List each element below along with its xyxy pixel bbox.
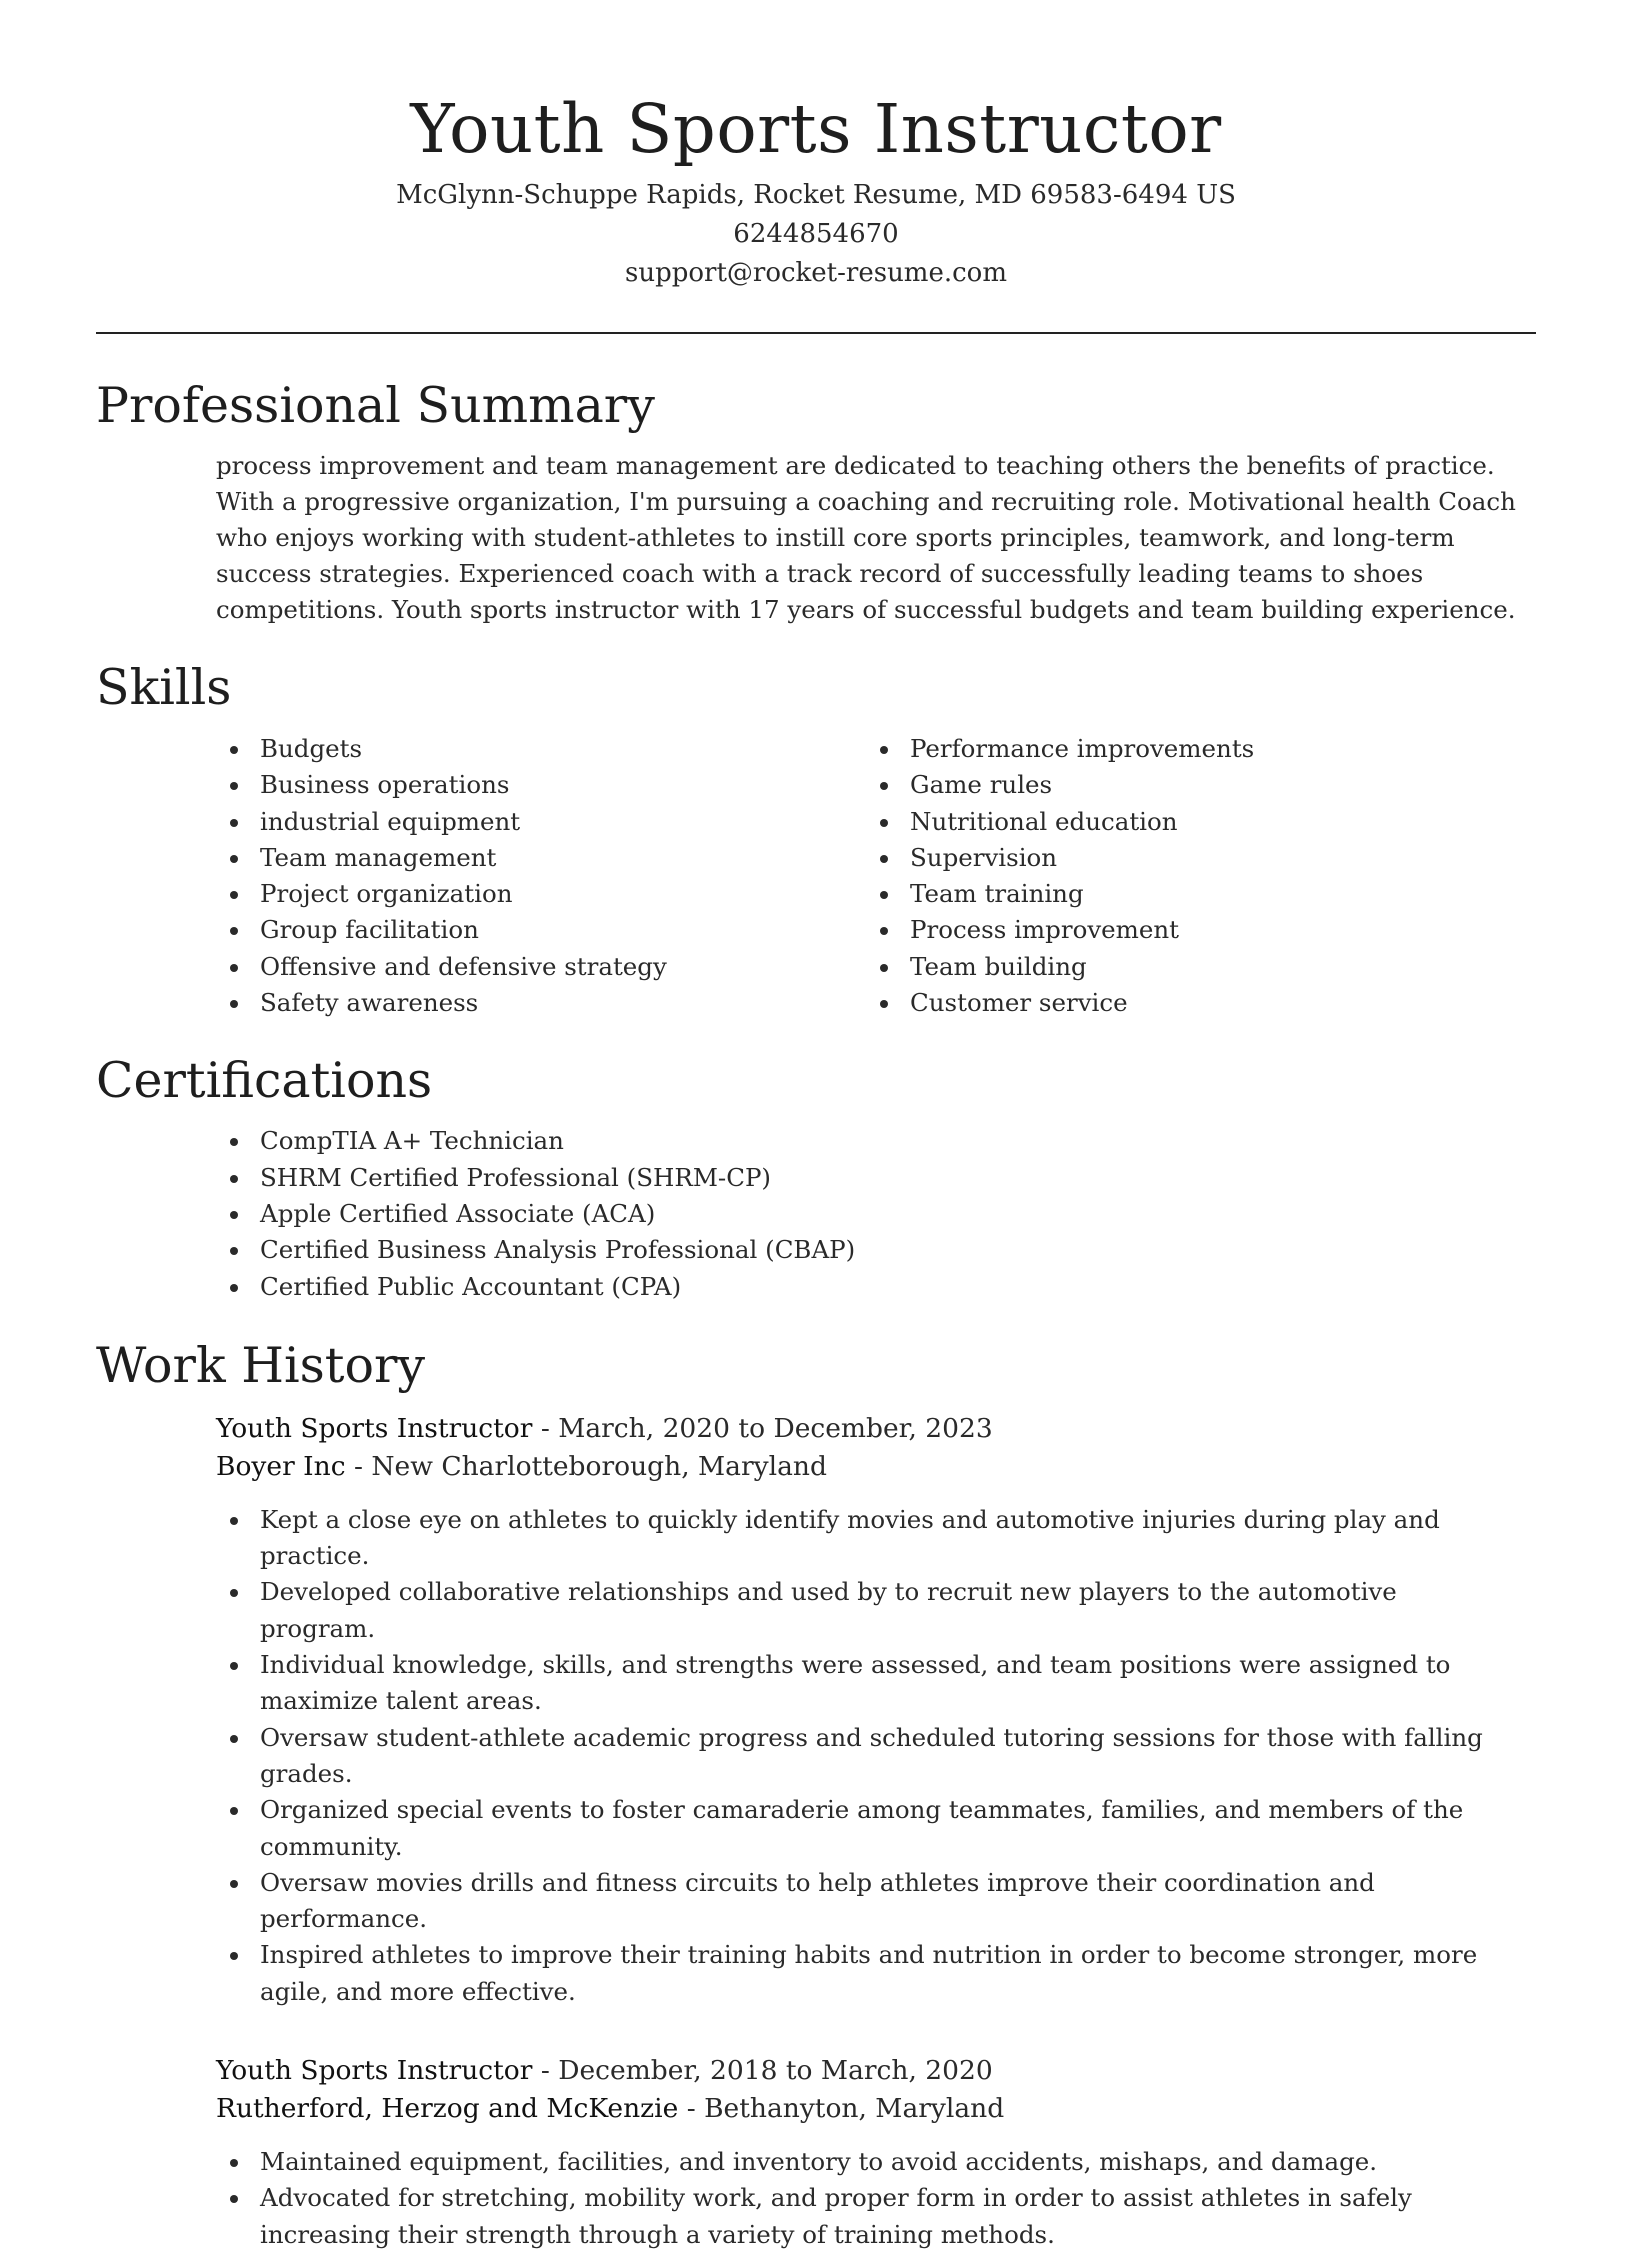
job-location: - Bethanyton, Maryland	[678, 2093, 1005, 2125]
skill-item: industrial equipment	[216, 804, 866, 840]
certifications-list	[216, 1123, 1536, 1304]
job-duty: Kept a close eye on athletes to quickly identify movies and automotive injuries during play and practice.	[216, 1502, 1516, 1575]
job-duty: Developed collaborative relationships and used by to recruit new players to the automotive program.	[216, 1574, 1516, 1647]
job-duty: Oversaw student-athlete academic progress and scheduled tutoring sessions for those with falling grades.	[216, 1720, 1516, 1793]
job-dates: - December, 2018 to March, 2020	[532, 2055, 993, 2087]
skill-item: Team building	[866, 949, 1516, 985]
skill-item: Budgets	[216, 731, 866, 767]
skill-item: Project organization	[216, 876, 866, 912]
contact-phone: 6244854670	[733, 219, 899, 249]
work-history-heading: Work History	[96, 1336, 426, 1394]
certification-item: Apple Certified Associate (ACA)	[216, 1196, 1536, 1232]
job-duty: Advocated for stretching, mobility work, and proper form in order to assist athletes in safely increasing their strength through a variety of training methods.	[216, 2180, 1516, 2253]
work-history-section	[96, 1336, 1536, 2253]
skill-item: Group facilitation	[216, 912, 866, 948]
summary-heading: Professional Summary	[96, 377, 655, 434]
job-location: - New Charlotteborough, Maryland	[345, 1450, 827, 1482]
job-company-line	[216, 1448, 1536, 1486]
skills-heading: Skills	[96, 659, 232, 716]
job-duties-list	[216, 1502, 1516, 2010]
job-company: Boyer Inc	[216, 1450, 346, 1482]
skills-list-left	[216, 731, 866, 1021]
skill-item: Performance improvements	[866, 731, 1516, 767]
job-title-line	[216, 2052, 1536, 2090]
contact-email: support@rocket-resume.com	[624, 258, 1007, 288]
job-duty: Maintained equipment, facilities, and inventory to avoid accidents, mishaps, and damage.	[216, 2144, 1516, 2180]
skill-item: Offensive and defensive strategy	[216, 949, 866, 985]
skills-columns	[96, 731, 1536, 1021]
contact-address: McGlynn-Schuppe Rapids, Rocket Resume, MD 69583-6494 US	[396, 180, 1236, 210]
skill-item: Nutritional education	[866, 804, 1516, 840]
skill-item: Supervision	[866, 840, 1516, 876]
job-company-line	[216, 2090, 1536, 2128]
certification-item: SHRM Certified Professional (SHRM-CP)	[216, 1160, 1536, 1196]
certifications-section	[96, 1051, 1536, 1304]
candidate-name: Youth Sports Instructor	[410, 90, 1222, 168]
job-duties-list	[216, 2144, 1516, 2253]
skill-item: Team management	[216, 840, 866, 876]
header-divider	[96, 332, 1536, 334]
job-entry	[216, 2052, 1536, 2253]
job-company: Rutherford, Herzog and McKenzie	[216, 2093, 679, 2125]
job-duty: Oversaw movies drills and fitness circuits to help athletes improve their coordination and performance.	[216, 1865, 1516, 1938]
job-duty: Individual knowledge, skills, and strengths were assessed, and team positions were assigned to maximize talent areas.	[216, 1647, 1516, 1720]
resume-page	[96, 0, 1536, 2253]
job-duty: Inspired athletes to improve their training habits and nutrition in order to become stronger, more agile, and more effective.	[216, 1937, 1516, 2010]
job-dates: - March, 2020 to December, 2023	[532, 1412, 993, 1444]
certifications-heading: Certifications	[96, 1052, 433, 1110]
job-title-line	[216, 1410, 1536, 1448]
skill-item: Team training	[866, 876, 1516, 912]
skill-item: Game rules	[866, 767, 1516, 803]
job-duty: Organized special events to foster camaraderie among teammates, families, and members of the community.	[216, 1792, 1516, 1865]
skills-section	[96, 658, 1536, 1021]
certification-item: Certified Public Accountant (CPA)	[216, 1269, 1536, 1305]
resume-header	[96, 0, 1536, 293]
job-role: Youth Sports Instructor	[216, 1412, 533, 1444]
summary-text: process improvement and team management are dedicated to teaching others the benefits of practice. With a progressive organization, I'm pursuing a coaching and recruiting role. Motivational health Coach who enjoys working with student-athletes to instill core sports principles, teamwork, and long-term success strategies. Experienced coach with a track record of successfully leading teams to shoes competitions. Youth sports instructor with 17 years of successful budgets and team building experience.	[216, 451, 1516, 624]
skill-item: Business operations	[216, 767, 866, 803]
certification-item: CompTIA A+ Technician	[216, 1123, 1536, 1159]
skills-list-right	[866, 731, 1516, 1021]
skill-item: Process improvement	[866, 912, 1516, 948]
job-role: Youth Sports Instructor	[216, 2055, 533, 2087]
summary-section	[96, 376, 1536, 628]
skill-item: Customer service	[866, 985, 1516, 1021]
job-entry	[216, 1410, 1536, 2010]
certification-item: Certified Business Analysis Professional (CBAP)	[216, 1232, 1536, 1268]
skill-item: Safety awareness	[216, 985, 866, 1021]
